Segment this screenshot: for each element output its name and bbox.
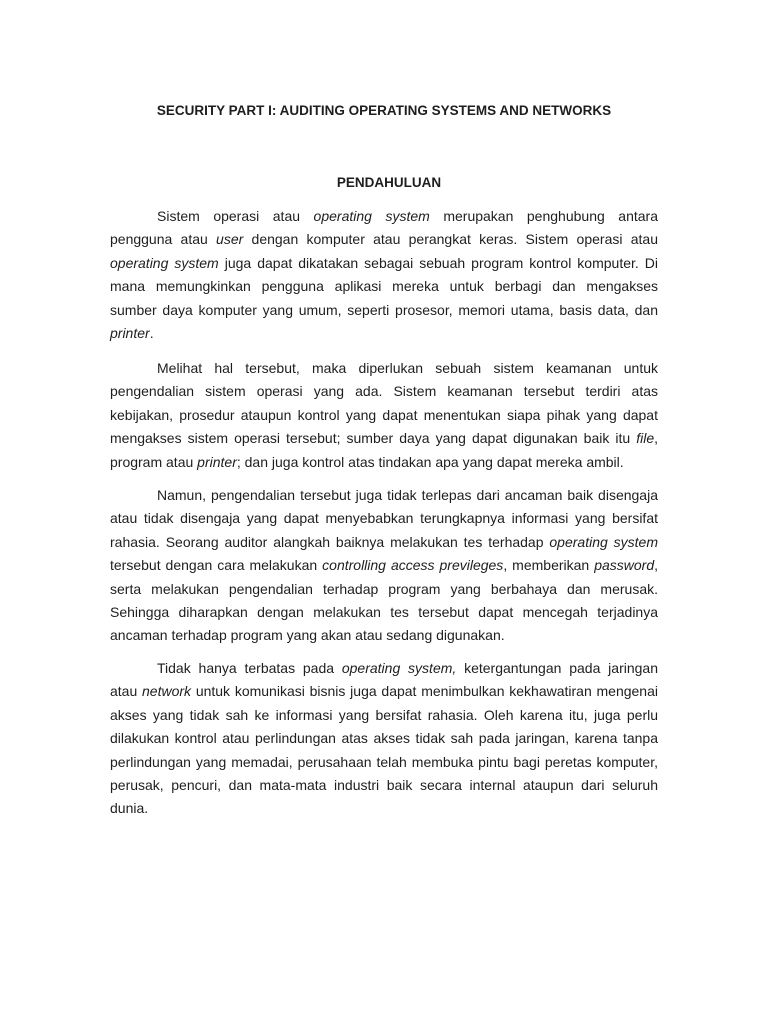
text-line [110, 322, 658, 345]
italic-term: file [636, 430, 655, 447]
text-line [110, 727, 658, 750]
text-line [110, 657, 658, 680]
italic-term: network [142, 683, 192, 700]
text-run: program atau [110, 453, 198, 470]
text-run: rahasia. Seorang auditor alangkah baiknya melakukan tes terhadap [110, 533, 550, 550]
text-run: serta melakukan pengendalian terhadap program yang berbahaya dan merusak. [110, 580, 658, 597]
text-line [110, 797, 658, 820]
italic-term: operating system [313, 208, 430, 224]
text-line [110, 507, 658, 530]
text-run: untuk komunikasi bisnis juga dapat menimbulkan kekhawatiran mengenai [191, 683, 658, 700]
text-run: atau tidak disengaja yang dapat menyebabkan terungkapnya informasi yang bersifat [110, 510, 658, 527]
italic-term: operating system [110, 254, 219, 271]
text-run: dilakukan kontrol atau perlindungan atas akses tidak sah pada jaringan, karena tanpa [110, 730, 658, 747]
text-run: Namun, pengendalian tersebut juga tidak terlepas dari ancaman baik disengaja [157, 487, 658, 503]
text-line [110, 774, 658, 797]
text-line [110, 601, 658, 624]
italic-term: user [216, 231, 244, 248]
italic-term: operating system, [341, 660, 457, 676]
text-line [110, 357, 658, 380]
text-run: tersebut dengan cara melakukan [110, 557, 323, 574]
text-line [110, 275, 658, 298]
text-line [110, 680, 658, 703]
text-run: , [654, 430, 658, 447]
text-run: , memberikan [503, 557, 595, 574]
text-run: Melihat hal tersebut, maka diperlukan sebuah sistem keamanan untuk [157, 360, 658, 376]
italic-term: password [594, 557, 655, 574]
text-run: mana memungkinkan pengguna aplikasi mereka untuk berbagi dan mengakses [110, 278, 658, 295]
text-run: Tidak hanya terbatas pada [157, 660, 342, 676]
text-line [110, 531, 658, 554]
text-line [110, 404, 658, 427]
text-run: dunia. [110, 800, 149, 817]
text-line [110, 299, 658, 322]
paragraph [110, 205, 658, 345]
text-line [110, 578, 658, 601]
text-line [110, 427, 658, 450]
italic-term: printer [197, 453, 237, 470]
text-line [110, 380, 658, 403]
text-run: ; dan juga kontrol atas tindakan apa yang dapat mereka ambil. [236, 453, 624, 470]
text-run: perlindungan yang memadai, perusahaan telah membuka pintu bagi peretas komputer, [110, 753, 658, 770]
section-heading: PENDAHULUAN [336, 175, 442, 190]
text-run: , [654, 557, 658, 574]
text-run: atau [110, 683, 143, 700]
text-line [110, 751, 658, 774]
text-run: pengguna atau [110, 231, 217, 248]
text-run: juga dapat dikatakan sebagai sebuah program kontrol komputer. Di [218, 254, 659, 271]
text-run: akses yang tidak sah ke informasi yang bersifat rahasia. Oleh karena itu, juga perlu [110, 706, 658, 723]
text-run: kebijakan, prosedur ataupun kontrol yang dapat menentukan siapa pihak yang dapat [110, 406, 658, 423]
text-run: mengakses sistem operasi tersebut; sumber daya yang dapat digunakan baik itu [110, 430, 637, 447]
paragraph [110, 484, 658, 648]
text-run: pengendalian sistem operasi yang ada. Sistem keamanan tersebut terdiri atas [110, 383, 658, 400]
text-line [110, 228, 658, 251]
text-line [110, 252, 658, 275]
italic-term: controlling access previleges [322, 557, 504, 574]
text-line [110, 704, 658, 727]
text-run: Sehingga diharapkan dengan melakukan tes tersebut dapat mencegah terjadinya [110, 603, 658, 620]
document-title: SECURITY PART I: AUDITING OPERATING SYSTEMS AND NETWORKS [156, 103, 612, 118]
italic-term: operating system [549, 533, 658, 550]
italic-term: printer [110, 324, 150, 341]
text-run: sumber daya komputer yang umum, seperti prosesor, memori utama, basis data, dan [110, 301, 658, 318]
text-run: ancaman terhadap program yang akan atau sedang digunakan. [110, 627, 505, 644]
text-run: dengan komputer atau perangkat keras. Sistem operasi atau [243, 231, 658, 248]
paragraph [110, 657, 658, 821]
text-line [110, 205, 658, 228]
text-line [110, 451, 658, 474]
text-run: ketergantungan pada jaringan [456, 660, 658, 676]
text-line [110, 484, 658, 507]
text-run: Sistem operasi atau [157, 208, 314, 224]
text-run: merupakan penghubung antara [429, 208, 658, 224]
paragraph [110, 357, 658, 474]
text-line [110, 624, 658, 647]
text-run: perusak, pencuri, dan mata-mata industri baik secara internal ataupun dari seluruh [110, 776, 658, 793]
text-run: . [149, 324, 154, 341]
text-line [110, 554, 658, 577]
